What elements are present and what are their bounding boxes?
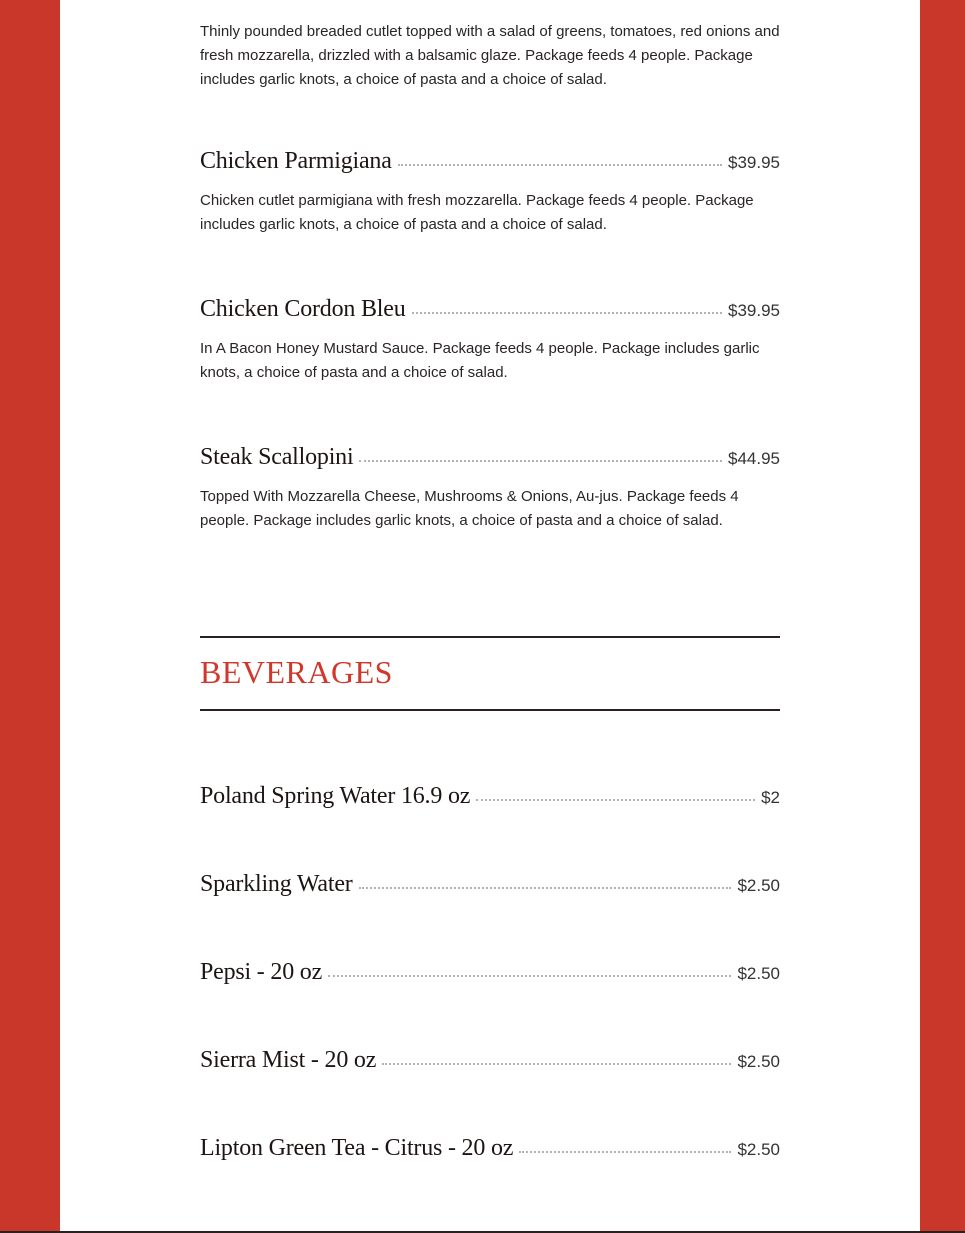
menu-item-header	[200, 871, 780, 898]
menu-item-price: $2.50	[737, 876, 780, 895]
menu-item	[200, 296, 780, 385]
menu-item-description: Thinly pounded breaded cutlet topped with a salad of greens, tomatoes, red onions and fresh mozzarella, drizzled with a balsamic glaze. Package feeds 4 people. Package includes garlic knots, a choice of pasta and a choice of salad.	[200, 23, 780, 88]
menu-item-header	[200, 296, 780, 323]
menu-item-name: Sparkling Water	[200, 871, 353, 897]
menu-item-description: Topped With Mozzarella Cheese, Mushrooms & Onions, Au-jus. Package feeds 4 people. Package includes garlic knots, a choice of pasta and a choice of salad.	[200, 488, 739, 529]
menu-item-name: Chicken Parmigiana	[200, 148, 392, 174]
menu-item-description: In A Bacon Honey Mustard Sauce. Package feeds 4 people. Package includes garlic knots, a choice of pasta and a choice of salad.	[200, 340, 760, 381]
menu-item-header	[200, 444, 780, 471]
menu-item-name: Lipton Green Tea - Citrus - 20 oz	[200, 1135, 514, 1161]
menu-item-name: Pepsi - 20 oz	[200, 959, 323, 985]
menu-item-name: Sierra Mist - 20 oz	[200, 1047, 377, 1073]
beverage-item	[200, 1047, 780, 1074]
menu-item-header	[200, 148, 780, 175]
menu-item-price: $39.95	[728, 153, 780, 172]
section-top-rule	[200, 636, 780, 638]
dotted-leader	[382, 1063, 731, 1065]
dotted-leader	[412, 312, 722, 314]
menu-item	[200, 20, 780, 92]
beverage-item	[200, 783, 780, 810]
dotted-leader	[359, 887, 732, 889]
dotted-leader	[398, 164, 722, 166]
menu-item-price: $44.95	[728, 449, 780, 468]
menu-item-header	[200, 783, 780, 810]
dotted-leader	[359, 460, 722, 462]
menu-item-name: Steak Scallopini	[200, 444, 354, 470]
beverage-item	[200, 959, 780, 986]
menu-item	[200, 148, 780, 237]
menu-item-name: Chicken Cordon Bleu	[200, 296, 406, 322]
section-bottom-rule	[200, 709, 780, 711]
menu-item-description: Chicken cutlet parmigiana with fresh mozzarella. Package feeds 4 people. Package includes garlic knots, a choice of pasta and a choice of salad.	[200, 192, 754, 233]
section-title-beverages: BEVERAGES	[200, 654, 393, 690]
dotted-leader	[328, 975, 731, 977]
menu-item-price: $2.50	[737, 1140, 780, 1159]
menu-item-price: $2.50	[737, 1052, 780, 1071]
menu-item	[200, 444, 780, 533]
beverage-item	[200, 871, 780, 898]
menu-item-price: $2	[761, 788, 780, 807]
menu-item-header	[200, 1135, 780, 1162]
menu-item-price: $2.50	[737, 964, 780, 983]
dotted-leader	[476, 799, 755, 801]
menu-item-header	[200, 1047, 780, 1074]
menu-item-name: Poland Spring Water 16.9 oz	[200, 783, 471, 809]
menu-item-header	[200, 959, 780, 986]
dotted-leader	[519, 1151, 731, 1153]
menu-item-price: $39.95	[728, 301, 780, 320]
beverage-item	[200, 1135, 780, 1162]
menu-page	[60, 0, 920, 1233]
